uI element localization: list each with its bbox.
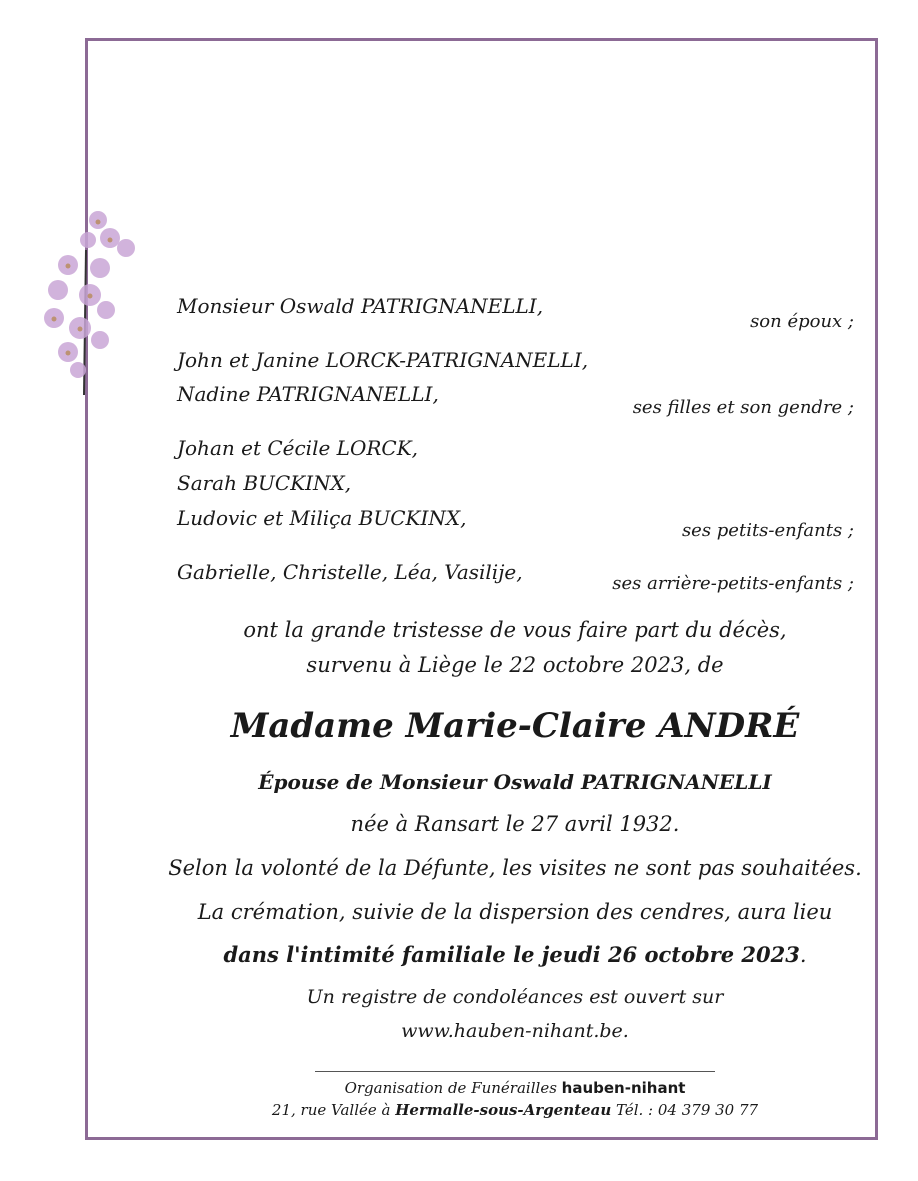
family-member-line: Ludovic et Miliça BUCKINX, [177, 506, 467, 530]
family-member-line: Sarah BUCKINX, [177, 471, 352, 495]
birth-info: née à Ransart le 27 avril 1932. [350, 812, 680, 836]
footer-address [86, 1101, 918, 1119]
register-line: Un registre de condoléances est ouvert sur [306, 986, 724, 1008]
family-member-line: Nadine PATRIGNANELLI, [177, 382, 439, 406]
footer-address-prefix: 21, rue Vallée à [271, 1101, 396, 1119]
footer-phone: Tél. : 04 379 30 77 [611, 1101, 759, 1119]
relation-label: ses filles et son gendre ; [632, 397, 854, 418]
deceased-name: Madame Marie-Claire ANDRÉ [230, 706, 800, 746]
cremation-notice: La crémation, suivie de la dispersion des cendres, aura lieu [197, 900, 833, 924]
footer-divider [315, 1071, 715, 1072]
relation-label: ses petits-enfants ; [681, 520, 854, 541]
register-website: www.hauben-nihant.be. [401, 1020, 629, 1042]
ceremony-date-line [86, 942, 918, 967]
footer-town: Hermalle-sous-Argenteau [395, 1101, 612, 1119]
footer-org-prefix: Organisation de Funérailles [344, 1079, 562, 1097]
announcement-line: survenu à Liège le 22 octobre 2023, de [306, 653, 724, 677]
family-member-line: John et Janine LORCK-PATRIGNANELLI, [177, 348, 589, 372]
family-member-line: Monsieur Oswald PATRIGNANELLI, [177, 294, 544, 318]
relation-label: son époux ; [750, 311, 854, 332]
family-member-line: Gabrielle, Christelle, Léa, Vasilije, [177, 560, 523, 584]
visits-notice: Selon la volonté de la Défunte, les visites ne sont pas souhaitées. [168, 856, 862, 880]
family-member-line: Johan et Cécile LORCK, [177, 436, 418, 460]
ceremony-date: dans l'intimité familiale le jeudi 26 octobre 2023 [223, 942, 800, 967]
orchid-flower-illustration [28, 200, 148, 400]
deceased-spouse: Épouse de Monsieur Oswald PATRIGNANELLI [258, 770, 772, 794]
footer-brand: hauben-nihant [561, 1079, 686, 1097]
relation-label: ses arrière-petits-enfants ; [612, 573, 854, 594]
footer-organisation [86, 1079, 918, 1097]
announcement-line: ont la grande tristesse de vous faire part du décès, [243, 618, 787, 642]
ceremony-date-end: . [799, 943, 807, 967]
